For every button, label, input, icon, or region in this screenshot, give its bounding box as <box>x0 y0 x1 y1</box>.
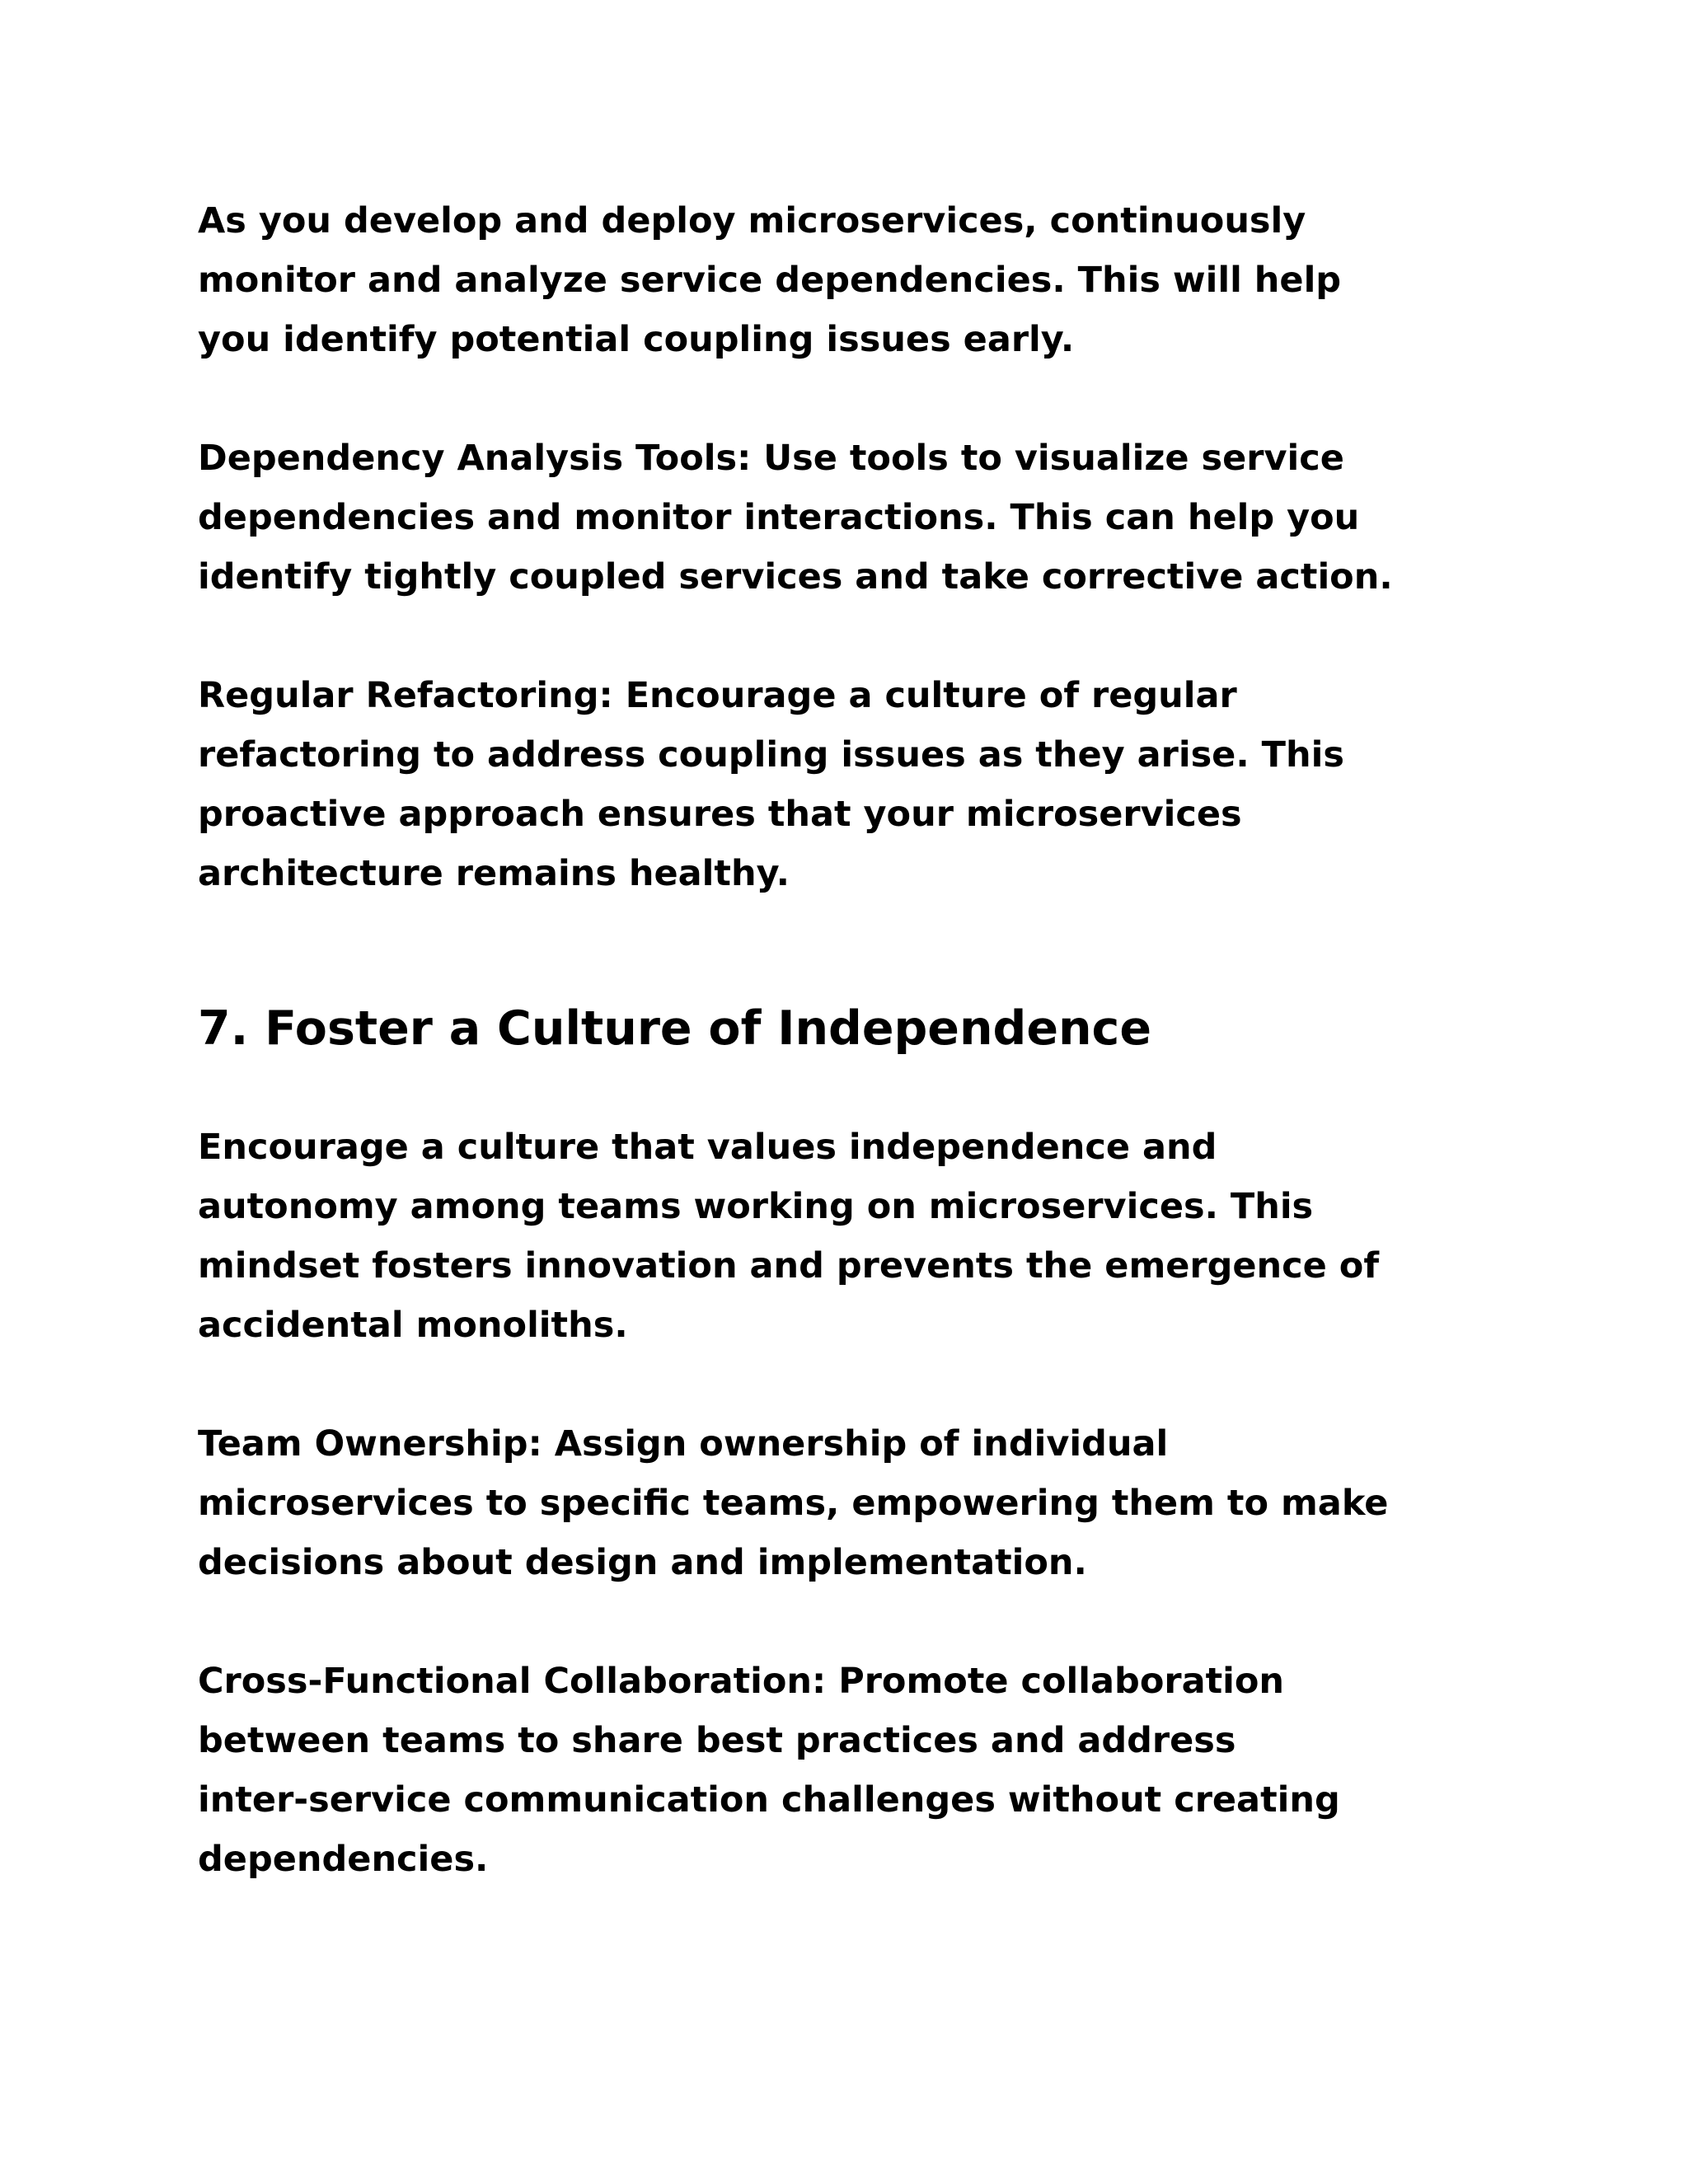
team-ownership-paragraph <box>198 1414 1484 1592</box>
text-line: monitor and analyze service dependencies. This will help <box>198 260 1342 301</box>
section-heading: 7. Foster a Culture of Independence <box>198 1001 1152 1056</box>
text-line: identify tightly coupled services and take corrective action. <box>198 556 1393 598</box>
text-line: As you develop and deploy microservices, continuously <box>198 200 1306 241</box>
text-line: accidental monoliths. <box>198 1305 628 1346</box>
cross-functional-paragraph <box>198 1652 1484 1889</box>
text-line: dependencies and monitor interactions. This can help you <box>198 497 1360 538</box>
text-line: Encourage a culture that values independence and <box>198 1127 1217 1168</box>
text-line: proactive approach ensures that your microservices <box>198 794 1242 835</box>
text-line: architecture remains healthy. <box>198 853 790 894</box>
text-line: between teams to share best practices and address <box>198 1720 1236 1761</box>
text-line: Cross-Functional Collaboration: Promote collaboration <box>198 1661 1285 1702</box>
text-line: mindset fosters innovation and prevents the emergence of <box>198 1245 1380 1286</box>
text-line: inter-service communication challenges without creating <box>198 1779 1340 1821</box>
text-line: Team Ownership: Assign ownership of individual <box>198 1423 1169 1465</box>
text-line: Dependency Analysis Tools: Use tools to visualize service <box>198 438 1344 479</box>
section-intro-paragraph <box>198 1118 1484 1355</box>
intro-paragraph <box>198 191 1484 369</box>
text-line: microservices to specific teams, empowering them to make <box>198 1483 1389 1524</box>
document-page <box>198 191 1484 1889</box>
text-line: refactoring to address coupling issues as they arise. This <box>198 734 1344 776</box>
text-line: you identify potential coupling issues early. <box>198 319 1075 360</box>
text-line: autonomy among teams working on microservices. This <box>198 1186 1314 1227</box>
regular-refactoring-paragraph <box>198 666 1484 903</box>
text-line: Regular Refactoring: Encourage a culture of regular <box>198 675 1237 716</box>
dependency-tools-paragraph <box>198 429 1484 607</box>
text-line: decisions about design and implementation. <box>198 1542 1087 1583</box>
text-line: dependencies. <box>198 1839 489 1880</box>
